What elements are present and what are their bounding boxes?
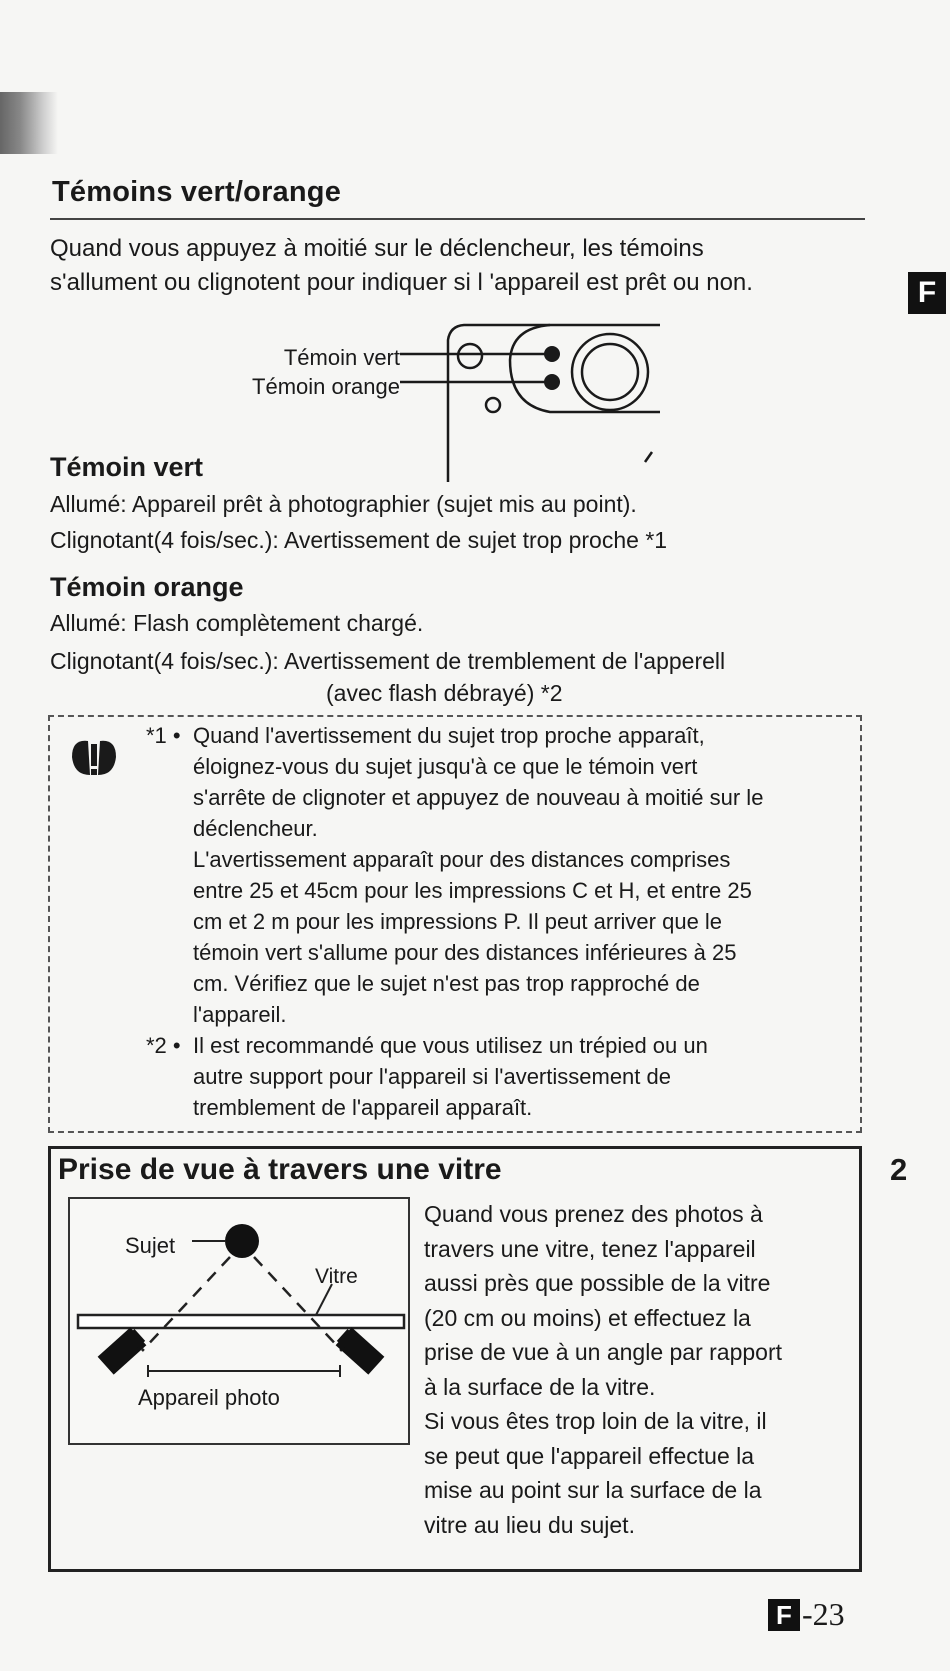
note-1-line: cm. Vérifiez que le sujet n'est pas trop rapproché de — [193, 971, 700, 996]
page-number-value: -23 — [802, 1596, 845, 1632]
green-lamp-icon — [544, 346, 560, 362]
caution-icon — [68, 735, 120, 781]
glass-text-line: se peut que l'appareil effectue la — [424, 1442, 755, 1469]
intro-line-2: s'allument ou clignotent pour indiquer si l 'appareil est prêt ou non. — [50, 269, 753, 296]
glass-shooting-text — [424, 1197, 854, 1542]
glass-diagram — [68, 1197, 410, 1445]
orange-lamp-title: Témoin orange — [50, 572, 244, 602]
note-2-text — [193, 1030, 858, 1123]
viewfinder-window — [458, 344, 482, 368]
glass-text-line: Si vous êtes trop loin de la vitre, il — [424, 1408, 767, 1434]
note-1-line: cm et 2 m pour les impressions P. Il peut arriver que le — [193, 909, 723, 934]
page-number — [768, 1596, 845, 1636]
note-1-line: Quand l'avertissement du sujet trop proche apparaît, — [193, 723, 705, 748]
orange-lamp-on: Allumé: Flash complètement chargé. — [50, 610, 424, 636]
green-lamp-on: Allumé: Appareil prêt à photographier (sujet mis au point). — [50, 491, 637, 517]
orange-lamp-blink: Clignotant(4 fois/sec.): Avertissement de tremblement de l'apperell — [50, 648, 726, 674]
side-section-number: 2 — [890, 1152, 908, 1187]
glass-shooting-title: Prise de vue à travers une vitre — [58, 1153, 502, 1186]
note-1-line: déclencheur. — [193, 816, 318, 841]
note-2-marker: *2 • — [146, 1033, 181, 1058]
note-1-line: témoin vert s'allume pour des distances inférieures à 25 — [193, 940, 737, 965]
glass-text-line: Quand vous prenez des photos à — [424, 1201, 763, 1227]
lens-ring — [572, 334, 648, 410]
page-language-badge: F — [768, 1599, 800, 1631]
intro-line-1: Quand vous appuyez à moitié sur le déclencheur, les témoins — [50, 235, 704, 262]
label-glass: Vitre — [315, 1265, 358, 1288]
glass-pane — [78, 1315, 404, 1328]
note-1-line: l'appareil. — [193, 1002, 287, 1027]
label-camera: Appareil photo — [138, 1385, 280, 1410]
note-2-line: autre support pour l'appareil si l'avertissement de — [193, 1064, 671, 1089]
orange-lamp-icon — [544, 374, 560, 390]
subject-icon — [225, 1224, 259, 1258]
glass-text-line: vitre au lieu du sujet. — [424, 1511, 635, 1538]
section-title: Témoins vert/orange — [52, 176, 342, 208]
note-1-text — [193, 720, 858, 1030]
note-2-line: tremblement de l'appareil apparaît. — [193, 1095, 533, 1120]
note-1-line: éloignez-vous du sujet jusqu'à ce que le témoin vert — [193, 754, 698, 779]
section-intro — [50, 232, 870, 300]
camera-left-icon — [98, 1326, 148, 1375]
glass-text-line: travers une vitre, tenez l'appareil — [424, 1235, 756, 1262]
orange-lamp-blink-cont: (avec flash débrayé) *2 — [326, 680, 563, 706]
label-subject: Sujet — [125, 1233, 176, 1258]
glass-text-line: aussi près que possible de la vitre — [424, 1270, 771, 1296]
page-edge-tab — [0, 92, 58, 154]
note-1-line: L'avertissement apparaît pour des distances comprises — [193, 847, 731, 872]
glass-text-line: (20 cm ou moins) et effectuez la — [424, 1304, 751, 1331]
label-green-lamp: Témoin vert — [283, 345, 400, 370]
label-orange-lamp: Témoin orange — [252, 374, 400, 399]
green-lamp-title: Témoin vert — [50, 452, 204, 482]
camera-diagram — [400, 320, 660, 482]
note-1-line: entre 25 et 45cm pour les impressions C et H, et entre 25 — [193, 878, 752, 903]
note-1-marker: *1 • — [146, 723, 181, 748]
green-lamp-blink: Clignotant(4 fois/sec.): Avertissement de sujet trop proche *1 — [50, 527, 668, 553]
glass-text-line: à la surface de la vitre. — [424, 1373, 656, 1400]
glass-text-line: prise de vue à un angle par rapport — [424, 1339, 783, 1365]
glass-text-line: mise au point sur la surface de la — [424, 1477, 762, 1503]
language-tab-badge: F — [908, 272, 946, 314]
note-2-line: Il est recommandé que vous utilisez un trépied ou un — [193, 1033, 708, 1058]
section-rule — [50, 218, 865, 220]
camera-right-icon — [334, 1326, 384, 1375]
note-1-line: s'arrête de clignoter et appuyez de nouveau à moitié sur le — [193, 785, 764, 810]
